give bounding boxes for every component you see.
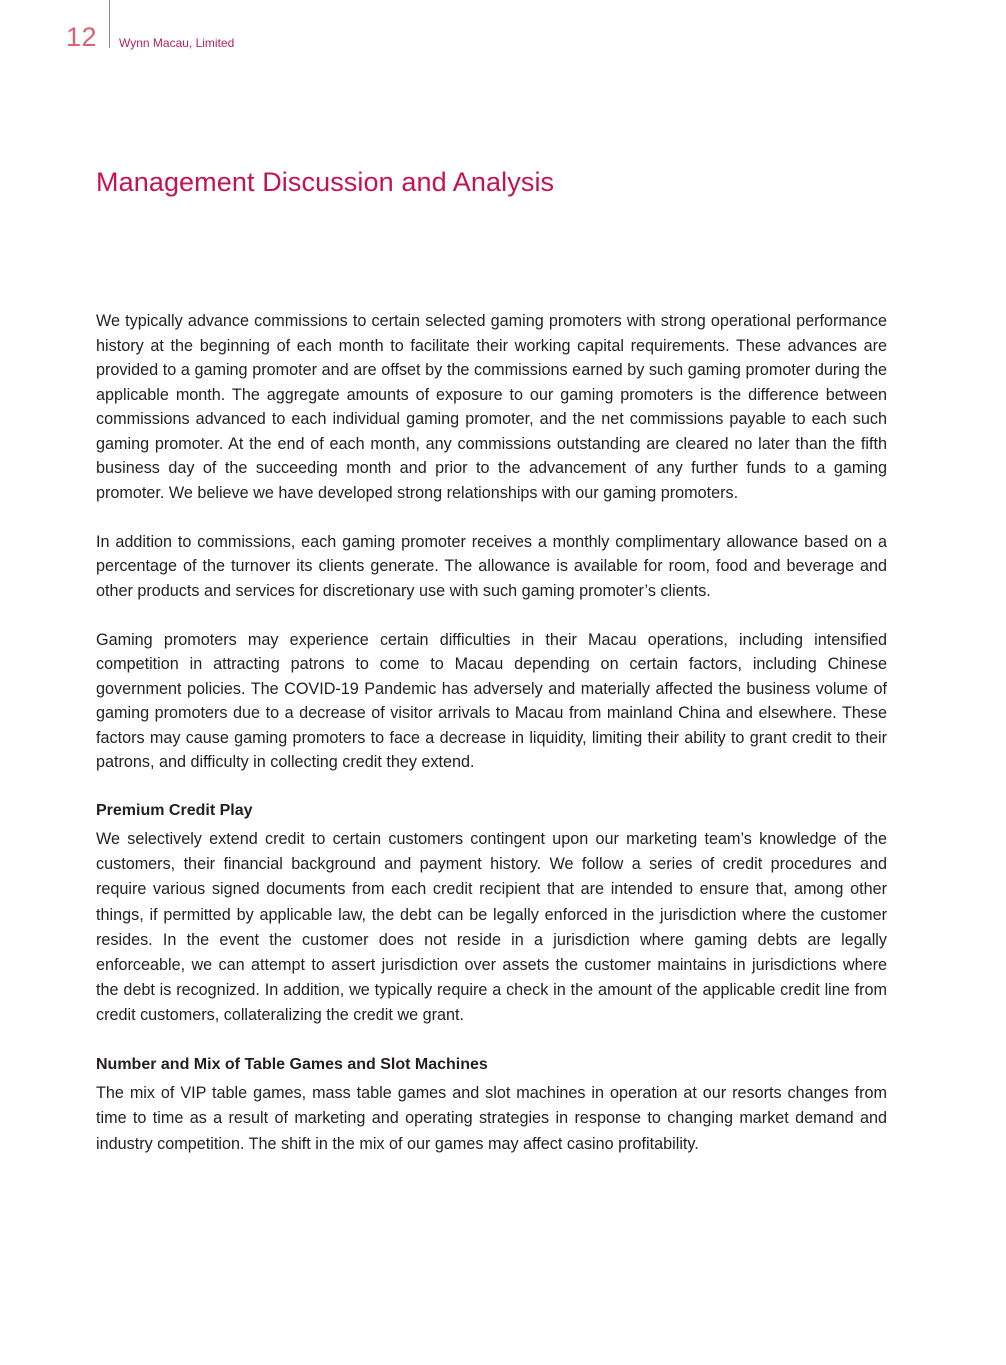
company-name: Wynn Macau, Limited: [119, 36, 235, 50]
header-divider: [109, 0, 110, 48]
paragraph-games-mix: The mix of VIP table games, mass table games and slot machines in operation at our resorts changes from time to time as a result of marketing and operating strategies in response to changing market demand and industry competition. The shift in the mix of our games may affect casino profitability.: [96, 1084, 887, 1153]
main-content: [96, 309, 887, 1157]
paragraph-commission-advances: We typically advance commissions to certain selected gaming promoters with strong operational performance history at the beginning of each month to facilitate their working capital requirements. These advances are provided to a gaming promoter and are offset by the commissions earned by such gaming promoter during the applicable month. The aggregate amounts of exposure to our gaming promoters is the difference between commissions advanced to each individual gaming promoter, and the net commissions payable to each such gaming promoter. At the end of each month, any commissions outstanding are cleared no later than the fifth business day of the succeeding month and prior to the advancement of any further funds to a gaming promoter. We believe we have developed strong relationships with our gaming promoters.: [96, 312, 887, 502]
page-header: [0, 0, 1006, 60]
paragraph-promoter-difficulties: Gaming promoters may experience certain difficulties in their Macau operations, including intensified competition in attracting patrons to come to Macau depending on certain factors, including Chinese government policies. The COVID-19 Pandemic has adversely and materially affected the business volume of gaming promoters due to a decrease of visitor arrivals to Macau from mainland China and elsewhere. These factors may cause gaming promoters to face a decrease in liquidity, limiting their ability to grant credit to their patrons, and difficulty in collecting credit they extend.: [96, 630, 887, 771]
page-title: Management Discussion and Analysis: [96, 167, 555, 197]
section-heading-games-mix: Number and Mix of Table Games and Slot Machines: [96, 1056, 488, 1074]
paragraph-premium-credit-play: We selectively extend credit to certain customers contingent upon our marketing team’s knowledge of the customers, their financial background and payment history. We follow a series of credit procedures and require various signed documents from each credit recipient that are intended to ensure that, among other things, if permitted by applicable law, the debt can be legally enforced in the jurisdiction where the customer resides. In the event the customer does not reside in a jurisdiction where gaming debts are legally enforceable, we can attempt to assert jurisdiction over assets the customer maintains in jurisdictions where the debt is recognized. In addition, we typically require a check in the amount of the applicable credit line from credit customers, collateralizing the credit we grant.: [96, 830, 887, 1025]
section-heading-premium-credit-play: Premium Credit Play: [96, 802, 253, 819]
page-number: 12: [66, 22, 98, 52]
paragraph-complimentary-allowance: In addition to commissions, each gaming promoter receives a monthly complimentary allowance based on a percentage of the turnover its clients generate. The allowance is available for room, food and beverage and other products and services for discretionary use with such gaming promoter’s clients.: [96, 532, 887, 600]
